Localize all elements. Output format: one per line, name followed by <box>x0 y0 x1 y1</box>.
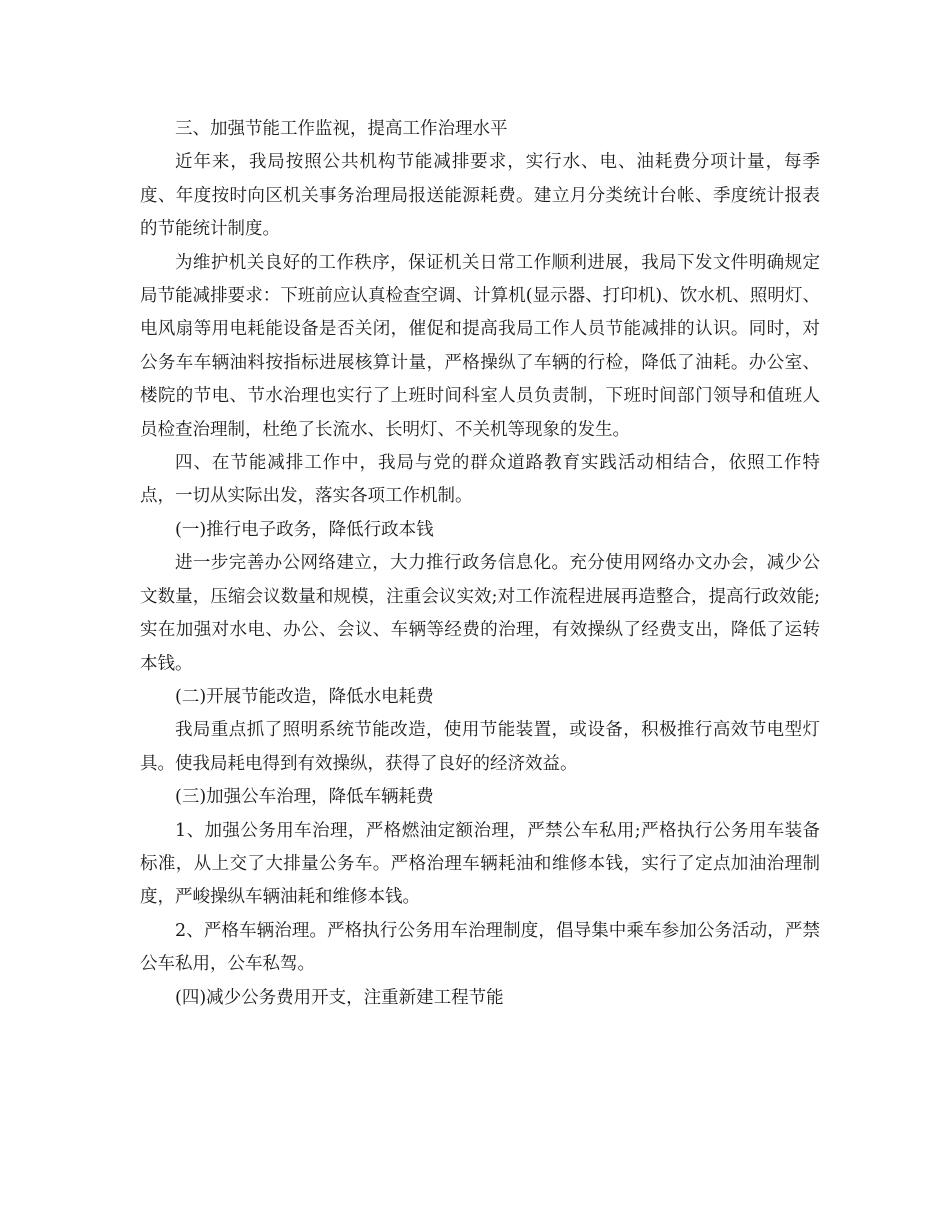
paragraph: 近年来，我局按照公共机构节能减排要求，实行水、电、油耗费分项计量，每季度、年度按时向区机关事务治理局报送能源耗费。建立月分类统计台帐、季度统计报表的节能统计制度。 <box>140 152 820 240</box>
subsection-heading-1: (一)推行电子政务，降低行政本钱 <box>175 519 434 540</box>
subsection-heading-4: (四)减少公务费用开支，注重新建工程节能 <box>175 987 504 1008</box>
subsection-heading-3: (三)加强公车治理，降低车辆耗费 <box>175 787 434 808</box>
paragraph: 2、严格车辆治理。严格执行公务用车治理制度，倡导集中乘车参加公务活动，严禁公车私用，公车私驾。 <box>140 920 820 975</box>
subsection-heading-2: (二)开展节能改造，降低水电耗费 <box>175 686 434 707</box>
document-body <box>140 113 820 1015</box>
section-heading-3: 三、加强节能工作监视，提高工作治理水平 <box>175 119 508 139</box>
section-heading-4: 四、在节能减排工作中，我局与党的群众道路教育实践活动相结合，依照工作特点，一切从实际出发，落实各项工作机制。 <box>140 453 820 507</box>
paragraph: 我局重点抓了照明系统节能改造，使用节能装置，或设备，积极推行高效节电型灯具。使我局耗电得到有效操纵，获得了良好的经济效益。 <box>140 720 820 774</box>
paragraph: 1、加强公务用车治理，严格燃油定额治理，严禁公车私用;严格执行公务用车装备标准，从上交了大排量公务车。严格治理车辆耗油和维修本钱，实行了定点加油治理制度，严峻操纵车辆油耗和维修本钱。 <box>140 820 820 908</box>
paragraph: 进一步完善办公网络建立，大力推行政务信息化。充分使用网络办文办会，减少公文数量，压缩会议数量和规模，注重会议实效;对工作流程进展再造整合，提高行政效能;实在加强对水电、办公、会议、车辆等经费的治理，有效操纵了经费支出，降低了运转本钱。 <box>140 553 820 674</box>
paragraph: 为维护机关良好的工作秩序，保证机关日常工作顺利进展，我局下发文件明确规定局节能减排要求：下班前应认真检查空调、计算机(显示器、打印机)、饮水机、照明灯、电风扇等用电耗能设备是否关闭，催促和提高我局工作人员节能减排的认识。同时，对公务车车辆油料按指标进展核算计量，严格操纵了车辆的行检，降低了油耗。办公室、楼院的节电、节水治理也实行了上班时间科室人员负责制，下班时间部门领导和值班人员检查治理制，杜绝了长流水、长明灯、不关机等现象的发生。 <box>140 252 820 440</box>
